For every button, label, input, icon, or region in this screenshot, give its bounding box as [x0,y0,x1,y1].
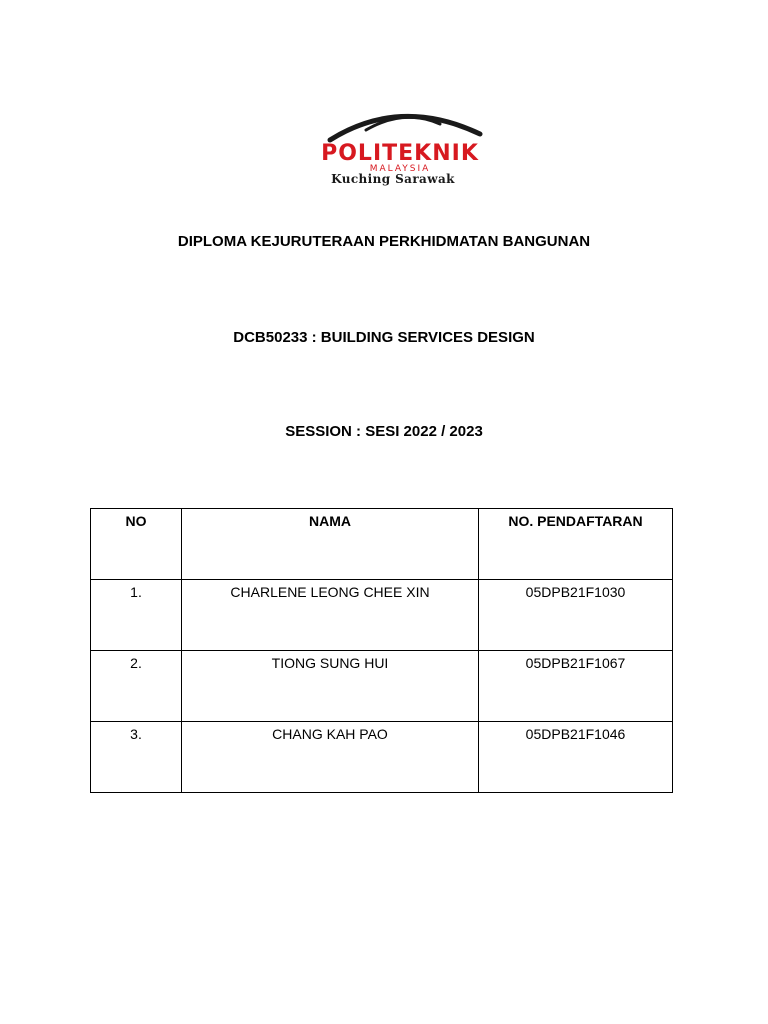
cell-no-pendaftaran: 05DPB21F1030 [479,580,673,651]
cell-no: 2. [91,651,182,722]
programme-title: DIPLOMA KEJURUTERAAN PERKHIDMATAN BANGUNAN [177,233,591,250]
cell-no-pendaftaran: 05DPB21F1067 [479,651,673,722]
logo-campus-text: Kuching Sarawak [331,172,455,186]
politeknik-logo [300,108,510,194]
session-title: SESSION : SESI 2022 / 2023 [285,423,483,440]
table-row [91,722,673,793]
table-header-row [91,509,673,580]
politeknik-logo-graphic [300,108,500,174]
cell-no-pendaftaran: 05DPB21F1046 [479,722,673,793]
table-row [91,580,673,651]
header-no-pendaftaran: NO. PENDAFTARAN [479,509,673,580]
header-nama: NAMA [182,509,479,580]
logo-name-text: POLITEKNIK [321,141,479,166]
logo-country-text: MALAYSIA [369,164,431,174]
course-title: DCB50233 : BUILDING SERVICES DESIGN [233,329,535,346]
cell-no: 1. [91,580,182,651]
members-table [90,508,673,793]
cell-no: 3. [91,722,182,793]
header-no: NO [91,509,182,580]
cell-nama: TIONG SUNG HUI [182,651,479,722]
table-row [91,651,673,722]
cell-nama: CHARLENE LEONG CHEE XIN [182,580,479,651]
cell-nama: CHANG KAH PAO [182,722,479,793]
